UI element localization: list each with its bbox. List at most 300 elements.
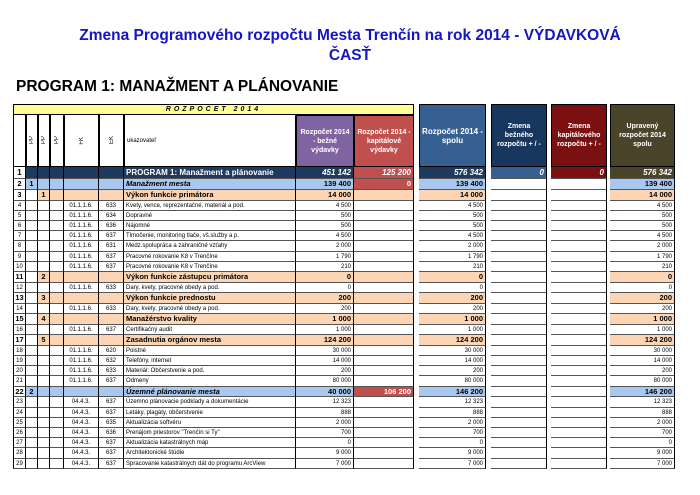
- label-cell: Manažérstvo kvality: [124, 314, 296, 325]
- zmena-kapitaloveho-cell: [551, 283, 607, 293]
- table-row: [13, 252, 675, 262]
- label-cell: Územné plánovanie mesta: [124, 387, 296, 398]
- zmena-bezneho-cell: [491, 428, 547, 438]
- spolu-cell: 210: [419, 262, 486, 272]
- title-line-1: Zmena Programového rozpočtu Mesta Trenčín na rok 2014 - VÝDAVKOVÁ: [79, 27, 621, 44]
- fk-cell: [64, 335, 99, 346]
- pp-cell: [26, 356, 38, 366]
- kapitalove-cell: [354, 231, 414, 241]
- spolu-cell: 700: [419, 428, 486, 438]
- fk-cell: 01.1.1.6.: [64, 241, 99, 251]
- table-row: [13, 221, 675, 231]
- col-header-ek: [99, 115, 124, 167]
- table-row: [13, 211, 675, 221]
- row-number: 7: [13, 231, 26, 241]
- col-header-pp3: [50, 115, 64, 167]
- row-number: 2: [13, 179, 26, 190]
- kapitalove-cell: [354, 272, 414, 283]
- zmena-bezneho-cell: [491, 335, 547, 346]
- pp2-cell: 5: [38, 335, 50, 346]
- ek-cell: 637: [99, 376, 124, 386]
- table-row: [13, 459, 675, 469]
- zmena-bezneho-cell: [491, 459, 547, 469]
- zmena-kapitaloveho-cell: [551, 346, 607, 356]
- pp2-cell: [38, 448, 50, 458]
- row-number: 27: [13, 438, 26, 448]
- label-cell: Nájomné: [124, 221, 296, 231]
- zmena-bezneho-cell: [491, 376, 547, 386]
- zmena-kapitaloveho-cell: 0: [551, 167, 607, 179]
- pp-cell: [26, 272, 38, 283]
- spolu-cell: 200: [419, 304, 486, 314]
- ek-cell: 637: [99, 408, 124, 418]
- zmena-kapitaloveho-cell: [551, 241, 607, 251]
- bezne-cell: 500: [296, 221, 354, 231]
- spolu-cell: 1 000: [419, 314, 486, 325]
- row-number: 21: [13, 376, 26, 386]
- bezne-cell: 1 000: [296, 314, 354, 325]
- table-row: [13, 167, 675, 179]
- pp2-cell: [38, 428, 50, 438]
- table-row: [13, 438, 675, 448]
- ek-cell: 637: [99, 231, 124, 241]
- label-cell: Výkon funkcie zástupcu primátora: [124, 272, 296, 283]
- pp3-cell: [50, 356, 64, 366]
- pp2-cell: 3: [38, 293, 50, 304]
- col-header-spolu: Rozpočet 2014 - spolu: [419, 104, 486, 167]
- zmena-kapitaloveho-cell: [551, 428, 607, 438]
- ek-cell: 633: [99, 283, 124, 293]
- table-row: [13, 241, 675, 251]
- pp2-cell: [38, 211, 50, 221]
- row-number: 13: [13, 293, 26, 304]
- zmena-kapitaloveho-cell: [551, 293, 607, 304]
- fk-cell: 04.4.3.: [64, 438, 99, 448]
- table-row: [13, 262, 675, 272]
- table-row: [13, 179, 675, 190]
- bezne-cell: 4 500: [296, 231, 354, 241]
- zmena-kapitaloveho-cell: [551, 408, 607, 418]
- ek-cell: 637: [99, 252, 124, 262]
- row-number: 25: [13, 418, 26, 428]
- pp3-cell: [50, 211, 64, 221]
- row-number: 22: [13, 387, 26, 398]
- bezne-cell: 4 500: [296, 201, 354, 211]
- spolu-cell: 200: [419, 293, 486, 304]
- ek-cell: [99, 293, 124, 304]
- ek-cell: 637: [99, 397, 124, 407]
- pp3-cell: [50, 304, 64, 314]
- ek-cell: 637: [99, 459, 124, 469]
- upraveny-cell: 80 000: [610, 376, 675, 386]
- pp3-cell: [50, 448, 64, 458]
- label-cell: Kvety, vence, reprezentačné, materiál a pod.: [124, 201, 296, 211]
- bezne-cell: 40 000: [296, 387, 354, 398]
- pp3-cell: [50, 438, 64, 448]
- kapitalove-cell: [354, 366, 414, 376]
- pp-cell: [26, 325, 38, 335]
- pp2-cell: [38, 241, 50, 251]
- pp3-cell: [50, 167, 64, 179]
- ek-cell: 637: [99, 438, 124, 448]
- pp2-cell: [38, 252, 50, 262]
- pp2-cell: [38, 179, 50, 190]
- kapitalove-cell: [354, 262, 414, 272]
- row-number: 17: [13, 335, 26, 346]
- fk-cell: 01.1.1.6.: [64, 252, 99, 262]
- table-row: [13, 376, 675, 386]
- zmena-kapitaloveho-cell: [551, 304, 607, 314]
- zmena-bezneho-cell: [491, 201, 547, 211]
- upraveny-cell: 14 000: [610, 356, 675, 366]
- zmena-kapitaloveho-cell: [551, 397, 607, 407]
- pp-cell: [26, 408, 38, 418]
- kapitalove-cell: [354, 221, 414, 231]
- ek-cell: [99, 335, 124, 346]
- table-row: [13, 201, 675, 211]
- label-cell: Poistné: [124, 346, 296, 356]
- upraveny-cell: 210: [610, 262, 675, 272]
- col-header-zmena-bezneho: Zmena bežného rozpočtu + / -: [491, 104, 547, 167]
- kapitalove-cell: 125 200: [354, 167, 414, 179]
- row-number: 12: [13, 283, 26, 293]
- fk-cell: 01.1.1.6.: [64, 221, 99, 231]
- pp3-cell: [50, 314, 64, 325]
- fk-cell: 01.1.1.6.: [64, 262, 99, 272]
- table-row: [13, 428, 675, 438]
- spolu-cell: 500: [419, 211, 486, 221]
- upraveny-cell: 2 000: [610, 418, 675, 428]
- upraveny-cell: 7 000: [610, 459, 675, 469]
- pp-cell: [26, 262, 38, 272]
- pp2-cell: [38, 397, 50, 407]
- pp-cell: [26, 376, 38, 386]
- bezne-cell: 200: [296, 366, 354, 376]
- pp3-cell: [50, 272, 64, 283]
- pp2-cell: [38, 283, 50, 293]
- fk-cell: [64, 272, 99, 283]
- zmena-kapitaloveho-cell: [551, 438, 607, 448]
- col-header-fk: [64, 115, 99, 167]
- fk-cell: [64, 293, 99, 304]
- fk-cell: 01.1.1.6.: [64, 211, 99, 221]
- label-cell: Medz.spolupráca a zahraničné vzťahy: [124, 241, 296, 251]
- pp3-cell: [50, 252, 64, 262]
- zmena-kapitaloveho-cell: [551, 231, 607, 241]
- pp2-cell: [38, 387, 50, 398]
- pp-cell: [26, 293, 38, 304]
- bezne-cell: 14 000: [296, 356, 354, 366]
- kapitalove-cell: [354, 335, 414, 346]
- col-header-fk-label: FK: [78, 136, 85, 145]
- bezne-cell: 1 790: [296, 252, 354, 262]
- upraveny-cell: 576 342: [610, 167, 675, 179]
- zmena-kapitaloveho-cell: [551, 418, 607, 428]
- label-cell: Architektonické štúdie: [124, 448, 296, 458]
- zmena-bezneho-cell: [491, 397, 547, 407]
- table-row: [13, 346, 675, 356]
- table-row: [13, 397, 675, 407]
- kapitalove-cell: [354, 428, 414, 438]
- pp-cell: [26, 418, 38, 428]
- label-cell: Manažment mesta: [124, 179, 296, 190]
- pp3-cell: [50, 201, 64, 211]
- upraveny-cell: 14 000: [610, 190, 675, 201]
- kapitalove-cell: [354, 346, 414, 356]
- fk-cell: 01.1.1.6.: [64, 346, 99, 356]
- table-row: [13, 293, 675, 304]
- pp3-cell: [50, 428, 64, 438]
- label-cell: PROGRAM 1: Manažment a plánovanie: [124, 167, 296, 179]
- zmena-bezneho-cell: 0: [491, 167, 547, 179]
- pp3-cell: [50, 397, 64, 407]
- zmena-kapitaloveho-cell: [551, 448, 607, 458]
- bezne-cell: 700: [296, 428, 354, 438]
- zmena-kapitaloveho-cell: [551, 325, 607, 335]
- zmena-bezneho-cell: [491, 221, 547, 231]
- pp3-cell: [50, 408, 64, 418]
- col-header-pp2: [38, 115, 50, 167]
- pp-cell: [26, 167, 38, 179]
- row-number: 6: [13, 221, 26, 231]
- kapitalove-cell: [354, 418, 414, 428]
- ek-cell: 633: [99, 366, 124, 376]
- pp3-cell: [50, 283, 64, 293]
- ek-cell: 633: [99, 201, 124, 211]
- bezne-cell: 7 000: [296, 459, 354, 469]
- zmena-bezneho-cell: [491, 262, 547, 272]
- pp2-cell: [38, 346, 50, 356]
- pp-cell: [26, 190, 38, 201]
- pp2-cell: [38, 262, 50, 272]
- pp-cell: [26, 314, 38, 325]
- ek-cell: [99, 179, 124, 190]
- zmena-bezneho-cell: [491, 356, 547, 366]
- zmena-bezneho-cell: [491, 314, 547, 325]
- upraveny-cell: 888: [610, 408, 675, 418]
- kapitalove-cell: [354, 211, 414, 221]
- fk-cell: 01.1.1.6.: [64, 325, 99, 335]
- spolu-cell: 4 500: [419, 201, 486, 211]
- upraveny-cell: 700: [610, 428, 675, 438]
- table-row: [13, 356, 675, 366]
- col-header-pp2-label: PP: [41, 136, 47, 145]
- label-cell: Výkon funkcie primátora: [124, 190, 296, 201]
- col-header-pp-label: PP: [29, 136, 35, 145]
- pp3-cell: [50, 376, 64, 386]
- ek-cell: 637: [99, 262, 124, 272]
- bezne-cell: 14 000: [296, 190, 354, 201]
- pp2-cell: [38, 231, 50, 241]
- table-row: [13, 190, 675, 201]
- label-cell: Pracovné rokovanie K8 v Trenčíne: [124, 252, 296, 262]
- upraveny-cell: 500: [610, 211, 675, 221]
- row-number: 4: [13, 201, 26, 211]
- zmena-kapitaloveho-cell: [551, 314, 607, 325]
- pp2-cell: [38, 376, 50, 386]
- pp3-cell: [50, 335, 64, 346]
- row-number: 23: [13, 397, 26, 407]
- kapitalove-cell: [354, 304, 414, 314]
- fk-cell: 01.1.1.6.: [64, 304, 99, 314]
- bezne-cell: 500: [296, 211, 354, 221]
- fk-cell: 04.4.3.: [64, 448, 99, 458]
- col-header-pp3-label: PP: [54, 136, 60, 145]
- zmena-bezneho-cell: [491, 304, 547, 314]
- ek-cell: 634: [99, 211, 124, 221]
- spolu-cell: 30 000: [419, 346, 486, 356]
- upraveny-cell: 1 790: [610, 252, 675, 262]
- label-cell: Aktualizácia softvéru: [124, 418, 296, 428]
- ek-cell: [99, 314, 124, 325]
- zmena-kapitaloveho-cell: [551, 211, 607, 221]
- kapitalove-cell: [354, 325, 414, 335]
- pp3-cell: [50, 293, 64, 304]
- zmena-bezneho-cell: [491, 179, 547, 190]
- table-row: [13, 283, 675, 293]
- bezne-cell: 124 200: [296, 335, 354, 346]
- kapitalove-cell: [354, 283, 414, 293]
- upraveny-cell: 12 323: [610, 397, 675, 407]
- zmena-bezneho-cell: [491, 448, 547, 458]
- fk-cell: 04.4.3.: [64, 428, 99, 438]
- pp3-cell: [50, 262, 64, 272]
- upraveny-cell: 500: [610, 221, 675, 231]
- bezne-cell: 1 000: [296, 325, 354, 335]
- pp-cell: [26, 346, 38, 356]
- upraveny-cell: 0: [610, 272, 675, 283]
- table-row: [13, 366, 675, 376]
- bezne-cell: 210: [296, 262, 354, 272]
- table-row: [13, 325, 675, 335]
- pp-cell: [26, 211, 38, 221]
- kapitalove-cell: [354, 252, 414, 262]
- zmena-bezneho-cell: [491, 366, 547, 376]
- row-number: 20: [13, 366, 26, 376]
- label-cell: Letáky, plagáty, občerstvenie: [124, 408, 296, 418]
- spolu-cell: 12 323: [419, 397, 486, 407]
- label-cell: Aktualizácia katastrálnych máp: [124, 438, 296, 448]
- zmena-bezneho-cell: [491, 241, 547, 251]
- row-number: 1: [13, 167, 26, 179]
- ek-cell: 632: [99, 356, 124, 366]
- program-heading: PROGRAM 1: MANAŽMENT A PLÁNOVANIE: [16, 78, 339, 95]
- upraveny-cell: 9 000: [610, 448, 675, 458]
- pp-cell: [26, 231, 38, 241]
- spolu-cell: 1 000: [419, 325, 486, 335]
- pp3-cell: [50, 418, 64, 428]
- kapitalove-cell: [354, 201, 414, 211]
- label-cell: Certifikačný audit: [124, 325, 296, 335]
- kapitalove-cell: [354, 408, 414, 418]
- zmena-kapitaloveho-cell: [551, 201, 607, 211]
- bezne-cell: 888: [296, 408, 354, 418]
- spolu-cell: 7 000: [419, 459, 486, 469]
- pp-cell: [26, 366, 38, 376]
- table-row: [13, 448, 675, 458]
- kapitalove-cell: [354, 241, 414, 251]
- spolu-cell: 0: [419, 438, 486, 448]
- zmena-bezneho-cell: [491, 418, 547, 428]
- zmena-kapitaloveho-cell: [551, 366, 607, 376]
- spolu-cell: 500: [419, 221, 486, 231]
- spolu-cell: 0: [419, 272, 486, 283]
- fk-cell: 04.4.3.: [64, 408, 99, 418]
- bezne-cell: 200: [296, 304, 354, 314]
- pp-cell: [26, 335, 38, 346]
- row-number: 19: [13, 356, 26, 366]
- fk-cell: 01.1.1.6.: [64, 201, 99, 211]
- zmena-bezneho-cell: [491, 252, 547, 262]
- zmena-kapitaloveho-cell: [551, 356, 607, 366]
- pp3-cell: [50, 366, 64, 376]
- kapitalove-cell: [354, 459, 414, 469]
- row-number: 9: [13, 252, 26, 262]
- col-header-kapitalove: Rozpočet 2014 - kapitálové výdavky: [354, 115, 414, 167]
- row-number: 10: [13, 262, 26, 272]
- fk-cell: 01.1.1.6.: [64, 283, 99, 293]
- upraveny-cell: 0: [610, 283, 675, 293]
- spolu-cell: 14 000: [419, 356, 486, 366]
- row-number: 16: [13, 325, 26, 335]
- pp3-cell: [50, 231, 64, 241]
- row-number: 15: [13, 314, 26, 325]
- spolu-cell: 80 000: [419, 376, 486, 386]
- pp-cell: [26, 283, 38, 293]
- upraveny-cell: 200: [610, 293, 675, 304]
- fk-cell: 04.4.3.: [64, 459, 99, 469]
- ek-cell: 636: [99, 221, 124, 231]
- row-number: 5: [13, 211, 26, 221]
- pp2-cell: 4: [38, 314, 50, 325]
- label-cell: Zasadnutia orgánov mesta: [124, 335, 296, 346]
- table-row: [13, 314, 675, 325]
- fk-cell: 01.1.1.6.: [64, 376, 99, 386]
- spolu-cell: 124 200: [419, 335, 486, 346]
- spolu-cell: 888: [419, 408, 486, 418]
- fk-cell: 01.1.1.6.: [64, 356, 99, 366]
- pp-cell: [26, 397, 38, 407]
- spolu-cell: 139 400: [419, 179, 486, 190]
- spolu-cell: 9 000: [419, 448, 486, 458]
- kapitalove-cell: [354, 376, 414, 386]
- table-row: [13, 231, 675, 241]
- pp2-cell: [38, 438, 50, 448]
- zmena-kapitaloveho-cell: [551, 262, 607, 272]
- bezne-cell: 9 000: [296, 448, 354, 458]
- fk-cell: [64, 167, 99, 179]
- ek-cell: 637: [99, 448, 124, 458]
- table-row: [13, 304, 675, 314]
- row-number: 14: [13, 304, 26, 314]
- zmena-bezneho-cell: [491, 387, 547, 398]
- spolu-cell: 2 000: [419, 418, 486, 428]
- zmena-kapitaloveho-cell: [551, 387, 607, 398]
- ek-cell: 620: [99, 346, 124, 356]
- fk-cell: 04.4.3.: [64, 418, 99, 428]
- zmena-bezneho-cell: [491, 283, 547, 293]
- spolu-cell: 1 790: [419, 252, 486, 262]
- row-number: 18: [13, 346, 26, 356]
- kapitalove-cell: 0: [354, 179, 414, 190]
- fk-cell: 04.4.3.: [64, 397, 99, 407]
- col-header-pp: [26, 115, 38, 167]
- ek-cell: 637: [99, 325, 124, 335]
- bezne-cell: 139 400: [296, 179, 354, 190]
- row-number: 24: [13, 408, 26, 418]
- zmena-kapitaloveho-cell: [551, 221, 607, 231]
- zmena-kapitaloveho-cell: [551, 272, 607, 283]
